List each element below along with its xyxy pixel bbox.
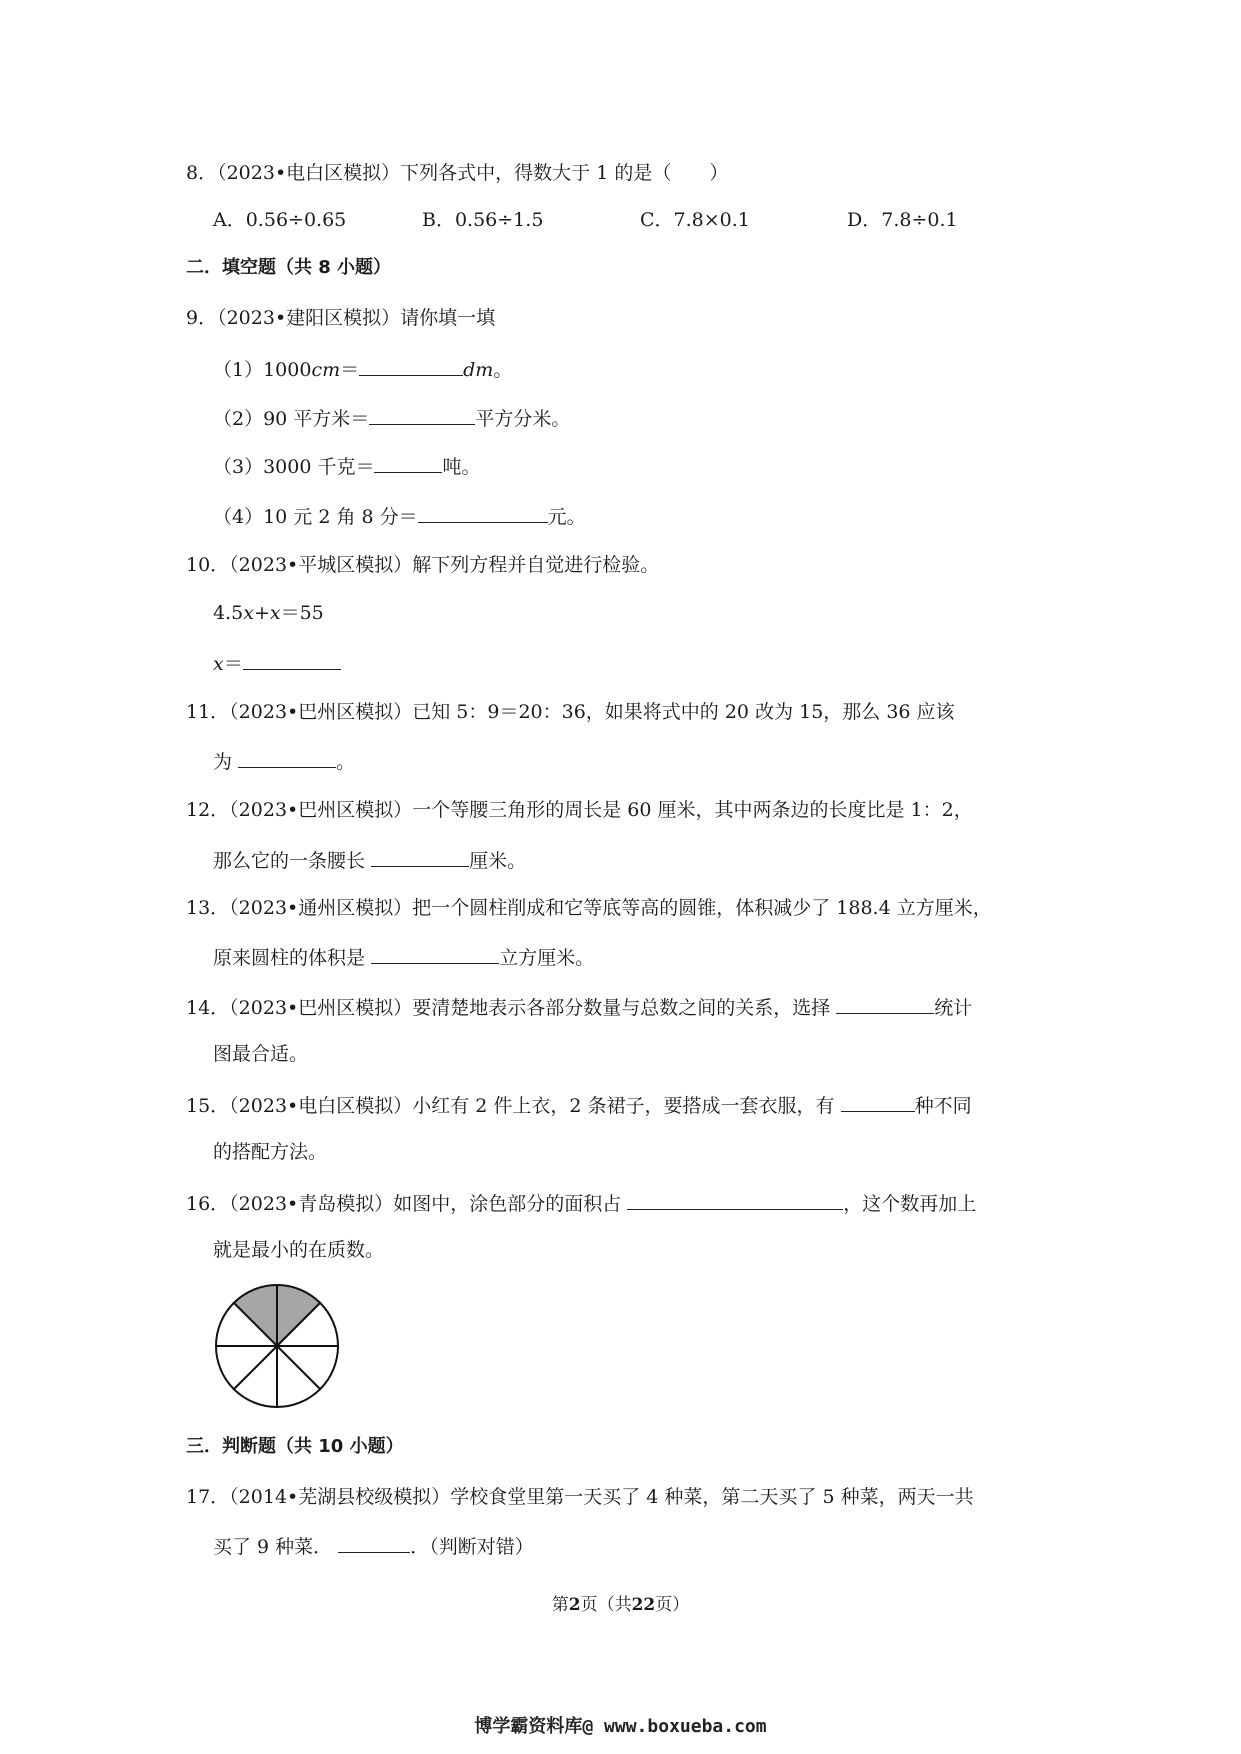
q14-stem-pre: 14．（2023•巴州区模拟）要清楚地表示各部分数量与总数之间的关系，选择 (186, 997, 831, 1019)
q13-cont-post: 立方厘米。 (499, 947, 595, 969)
q10-eq-x2: x (269, 602, 281, 624)
q14-stem-post: 统计 (934, 997, 973, 1019)
question-16-stem (186, 1189, 976, 1217)
q16-stem-pre: 16．（2023•青岛模拟）如图中，涂色部分的面积占 (186, 1193, 622, 1215)
answer-blank[interactable] (371, 846, 469, 867)
q9-p1-end: 。 (493, 359, 513, 381)
q15-stem-post: 种不同 (914, 1095, 972, 1117)
page-mid: 页（共 (580, 1595, 632, 1615)
q11-cont-pre: 为 (213, 751, 233, 773)
q11-cont-post: 。 (336, 751, 356, 773)
option-c: C．7.8×0.1 (640, 209, 750, 231)
question-13-cont (213, 943, 594, 971)
q13-cont-pre: 原来圆柱的体积是 (213, 947, 366, 969)
question-11-cont (213, 747, 355, 775)
q10-eq-plus: + (253, 602, 270, 624)
q10-ans-eq: ＝ (223, 653, 243, 675)
question-15-cont: 的搭配方法。 (213, 1141, 328, 1163)
q9-p4-pre: （4）10 元 2 角 8 分＝ (213, 506, 418, 528)
answer-blank[interactable] (374, 452, 442, 473)
shaded-circle-figure (212, 1281, 342, 1411)
q9-p1-eq: ＝ (340, 359, 360, 381)
q10-eq-a: 4.5 (213, 602, 244, 624)
q10-eq-b: ＝55 (280, 602, 324, 624)
question-11-stem: 11．（2023•巴州区模拟）已知 5：9＝20：36，如果将式中的 20 改为 15，那么 36 应该 (186, 701, 955, 723)
question-10-equation (213, 600, 324, 626)
option-a: A．0.56÷0.65 (213, 209, 347, 231)
answer-blank[interactable] (841, 1091, 915, 1112)
question-10-stem: 10．（2023•平城区模拟）解下列方程并自觉进行检验。 (186, 554, 660, 576)
question-14-stem (186, 993, 972, 1021)
page-total: 22 (631, 1595, 656, 1615)
q17-cont-post: ．（判断对错） (410, 1536, 534, 1558)
q9-p2-pre: （2）90 平方米＝ (213, 408, 370, 430)
q12-cont-post: 厘米。 (469, 850, 527, 872)
question-9-part-4 (213, 502, 586, 530)
answer-blank[interactable] (359, 355, 463, 376)
question-10-answer (213, 649, 341, 677)
question-12-cont (213, 846, 526, 874)
q12-cont-pre: 那么它的一条腰长 (213, 850, 366, 872)
question-8-stem: 8．（2023•电白区模拟）下列各式中，得数大于 1 的是（ ） (186, 162, 729, 184)
question-17-stem: 17．（2014•芜湖县校级模拟）学校食堂里第一天买了 4 种菜，第二天买了 5 种菜，两天一共 (186, 1486, 974, 1508)
page-num: 2 (568, 1595, 581, 1615)
watermark: 博学霸资料库@ www.boxueba.com (474, 1716, 767, 1737)
question-15-stem (186, 1091, 972, 1119)
question-13-stem: 13．（2023•通州区模拟）把一个圆柱削成和它等底等高的圆锥，体积减少了 188.4 立方厘米， (186, 897, 992, 919)
q9-p1-unit2: dm (463, 359, 494, 381)
answer-blank[interactable] (338, 1532, 410, 1553)
q16-stem-post: ，这个数再加上 (843, 1193, 977, 1215)
question-9-stem: 9．（2023•建阳区模拟）请你填一填 (186, 307, 496, 329)
question-12-stem: 12．（2023•巴州区模拟）一个等腰三角形的周长是 60 厘米，其中两条边的长度比是 1：2， (186, 799, 973, 821)
answer-blank[interactable] (371, 943, 499, 964)
q9-p1-pre: （1）1000 (213, 359, 312, 381)
answer-blank[interactable] (243, 649, 341, 670)
option-d: D．7.8÷0.1 (847, 209, 958, 231)
section-3-title: 三．判断题（共 10 小题） (186, 1436, 404, 1457)
answer-blank[interactable] (836, 993, 934, 1014)
page-pre: 第 (551, 1595, 569, 1615)
q9-p3-pre: （3）3000 千克＝ (213, 456, 375, 478)
q15-stem-pre: 15．（2023•电白区模拟）小红有 2 件上衣，2 条裙子，要搭成一套衣服，有 (186, 1095, 835, 1117)
question-16-cont: 就是最小的在质数。 (213, 1239, 385, 1261)
q10-eq-x1: x (243, 602, 254, 624)
page-post: 页） (655, 1595, 690, 1615)
question-9-part-1 (213, 355, 512, 383)
question-9-part-3 (213, 452, 481, 480)
answer-blank[interactable] (418, 502, 548, 523)
answer-blank[interactable] (238, 747, 336, 768)
section-2-title: 二．填空题（共 8 小题） (186, 257, 392, 278)
page-number (0, 1590, 1241, 1615)
q9-p4-post: 元。 (547, 506, 586, 528)
q9-p2-post: 平方分米。 (475, 408, 571, 430)
question-14-cont: 图最合适。 (213, 1043, 309, 1065)
answer-blank[interactable] (369, 404, 475, 425)
question-9-part-2 (213, 404, 570, 432)
q9-p1-unit1: cm (311, 359, 341, 381)
answer-blank[interactable] (627, 1189, 843, 1210)
q10-ans-x: x (213, 653, 224, 675)
q9-p3-post: 吨。 (442, 456, 481, 478)
q17-cont-pre: 买了 9 种菜． (213, 1536, 333, 1558)
option-b: B．0.56÷1.5 (422, 209, 544, 231)
question-17-cont (213, 1532, 534, 1560)
